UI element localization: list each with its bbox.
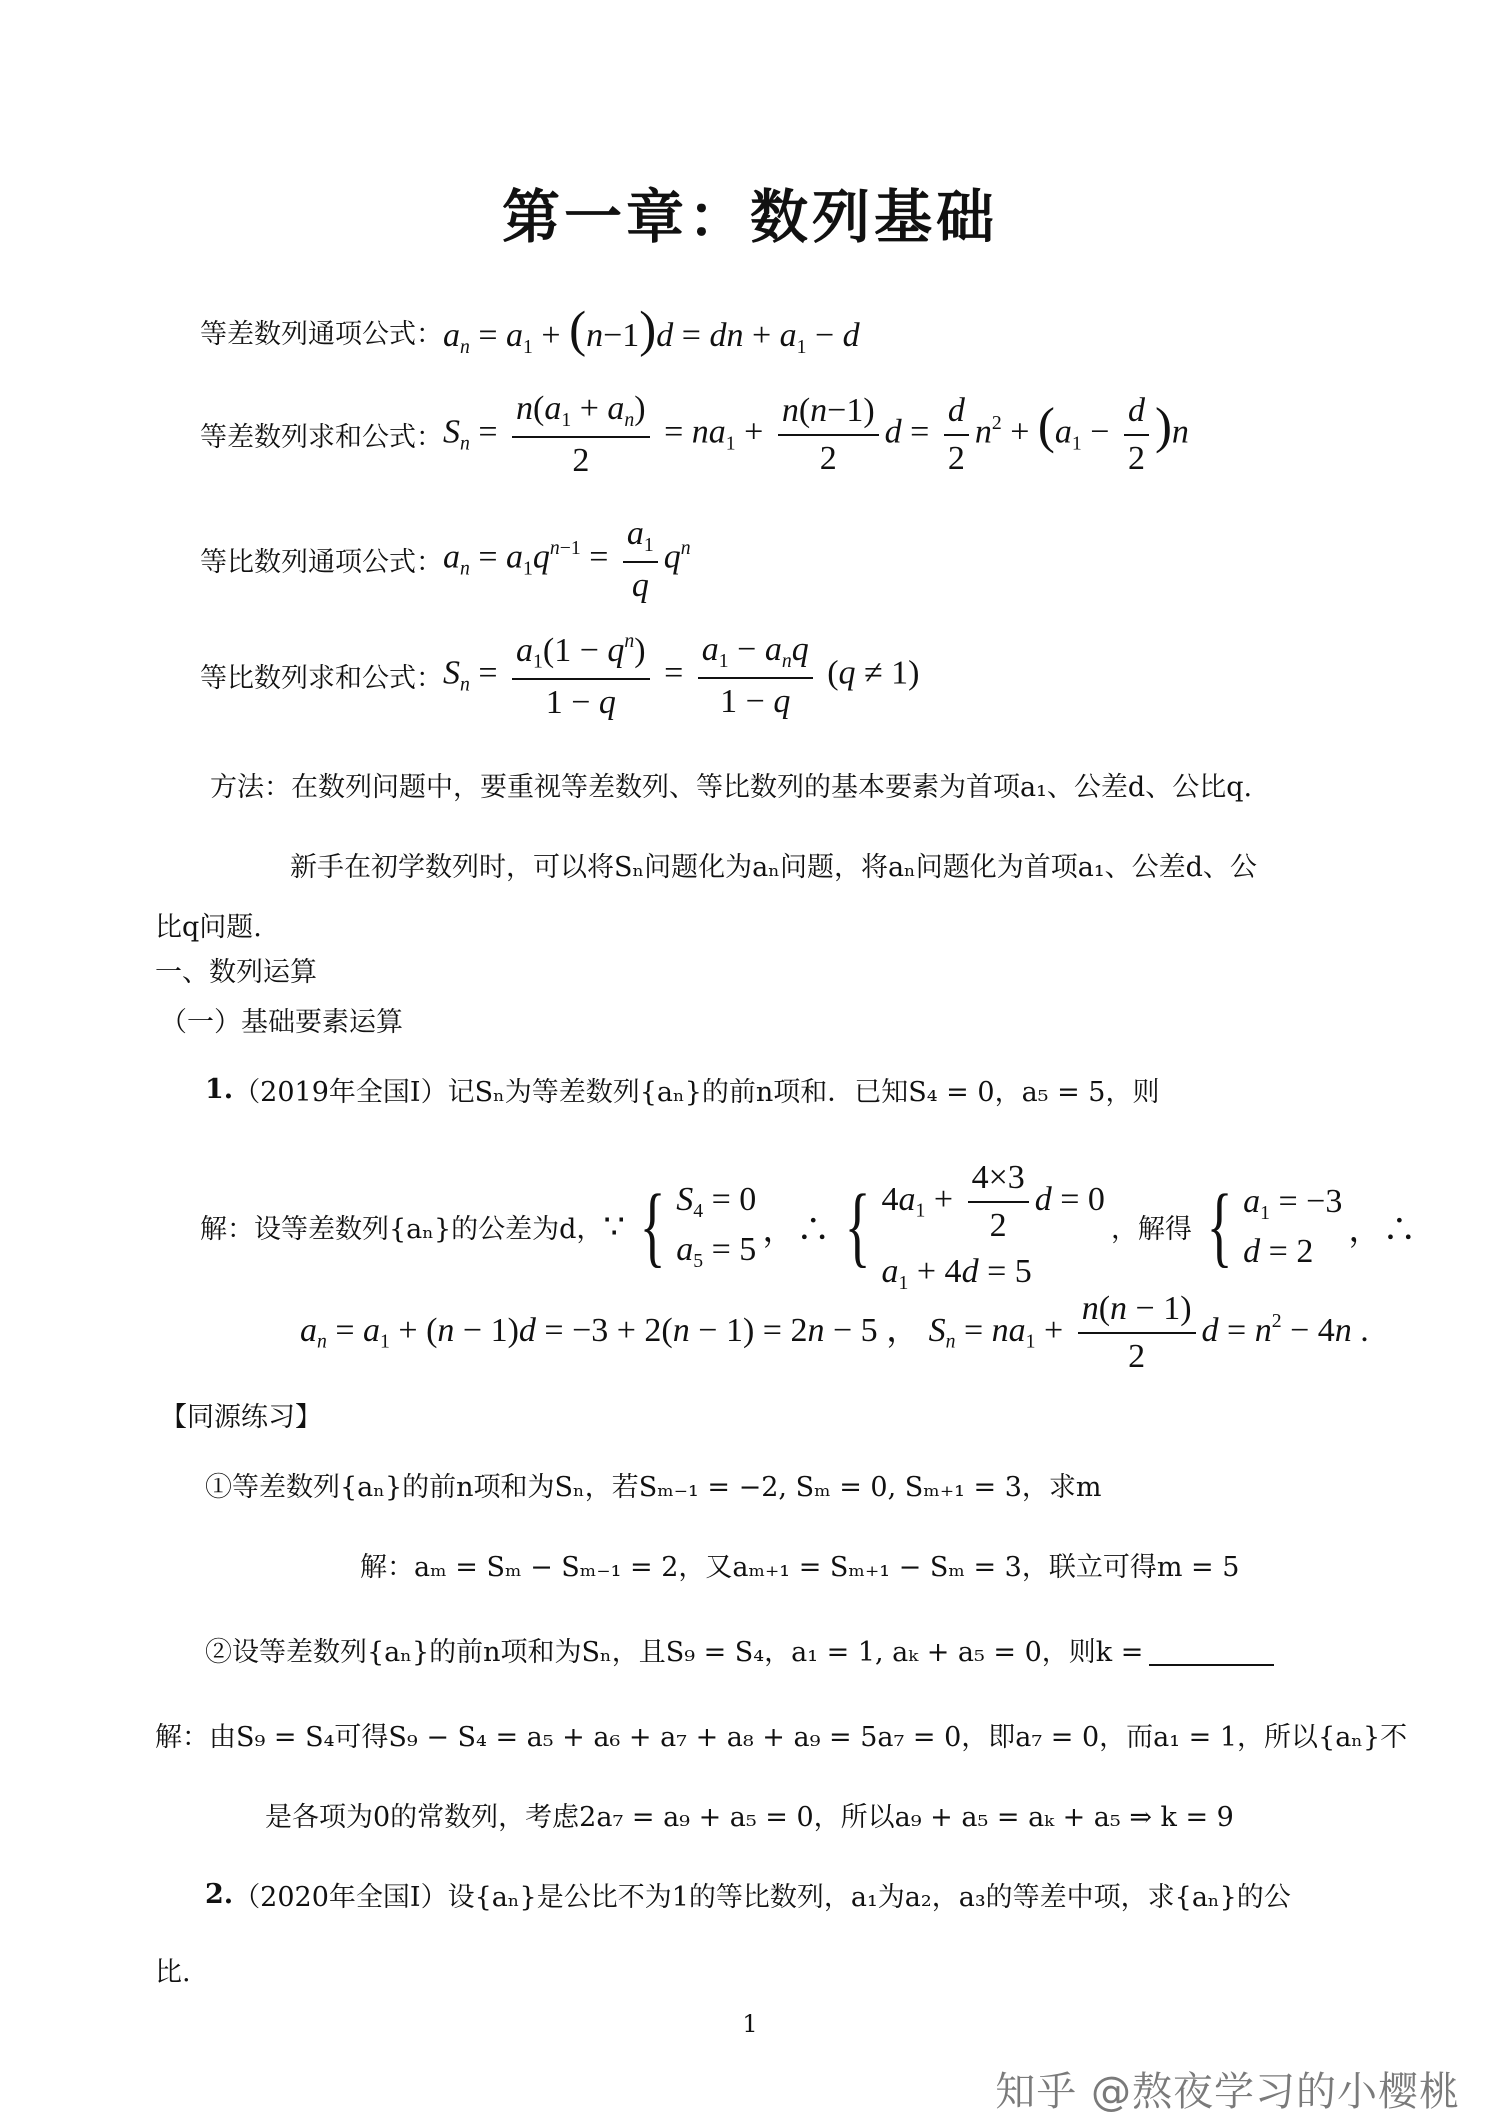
geo-general-formula bbox=[200, 515, 691, 605]
method-line-2: 新手在初学数列时，可以将Sₙ问题化为aₙ问题，将aₙ问题化为首项a₁、公差d、公 bbox=[290, 852, 1257, 883]
formula-label: 等比数列通项公式： bbox=[200, 547, 443, 579]
practice-1-solution: 解：aₘ = Sₘ − Sₘ₋₁ = 2，又aₘ₊₁ = Sₘ₊₁ − Sₘ = 3，联立可得m = 5 bbox=[360, 1552, 1240, 1583]
because-symbol: ∵ bbox=[603, 1208, 626, 1246]
formula-label: 等比数列求和公式： bbox=[200, 663, 443, 695]
problem-1-result bbox=[300, 1290, 1369, 1376]
chapter-title: 第一章：数列基础 bbox=[501, 183, 998, 251]
practice-2-solution-2: 是各项为0的常数列，考虑2a₇ = a₉ + a₅ = 0，所以a₉ + a₅ = aₖ + a₅ ⇒ k = 9 bbox=[265, 1802, 1234, 1833]
given-system: { $S_4 = 0$ $a_5 = 5$ bbox=[639, 1176, 757, 1276]
problem-number: 2. bbox=[205, 1879, 234, 1910]
problem-source: （2020年全国Ⅰ） bbox=[233, 1882, 448, 1913]
formula-math: $S_n$ = $\frac{a_1(1 - q^n)}{1 - q}$ = $\frac{a_1 - a_nq}{1 - q}$ (q ≠ 1) bbox=[443, 630, 920, 721]
solved-word: ，解得 bbox=[1110, 1214, 1192, 1246]
formula-label: 等差数列通项公式： bbox=[200, 319, 443, 351]
practice-2-solution-1: 解：由S₉ = S₄可得S₉ − S₄ = a₅ + a₆ + a₇ + a₈ + a₉ = 5a₇ = 0，即a₇ = 0，而a₁ = 1，所以{aₙ}不 bbox=[155, 1722, 1408, 1753]
therefore-symbol-2: ，∴ bbox=[1348, 1212, 1417, 1250]
result-math: $a_n = a_1 + (n - 1)d = -3 + 2(n - 1) = 2n - 5$ ， $S_n = na_1$ + $\frac{n(n - 1)}{2}$ $d = n^2 - 4n$ . bbox=[300, 1290, 1369, 1375]
therefore-symbol: ，∴ bbox=[762, 1212, 831, 1250]
page-number: 1 bbox=[742, 2010, 758, 2038]
problem-2-cont: 比. bbox=[155, 1957, 191, 1988]
arith-sum-formula bbox=[200, 390, 1189, 480]
problem-source: （2019年全国Ⅰ） bbox=[233, 1077, 448, 1108]
subsection-heading: （一）基础要素运算 bbox=[160, 1007, 403, 1038]
method-line-1: 方法：在数列问题中，要重视等差数列、等比数列的基本要素为首项a₁、公差d、公比q. bbox=[210, 772, 1253, 803]
solution-system: { $a_1 = -3$ d = 2 bbox=[1206, 1176, 1343, 1276]
problem-number: 1. bbox=[205, 1074, 234, 1105]
practice-1-question: ①等差数列{aₙ}的前n项和为Sₙ，若Sₘ₋₁ = −2, Sₘ = 0, Sₘ₊₁ = 3，求m bbox=[205, 1472, 1102, 1503]
formula-math: $a_n = a_1 + (n-1)d$ = dn + $a_1 - d$ bbox=[443, 302, 860, 358]
problem-1 bbox=[205, 1070, 1159, 1109]
problem-text: 设{aₙ}是公比不为1的等比数列，a₁为a₂，a₃的等差中项，求{aₙ}的公 bbox=[447, 1882, 1291, 1913]
practice-heading: 【同源练习】 bbox=[160, 1402, 322, 1433]
problem-1-solution bbox=[200, 1155, 1416, 1299]
geo-sum-formula bbox=[200, 630, 920, 722]
formula-label: 等差数列求和公式： bbox=[200, 422, 443, 454]
formula-math: $a_n = a_1q^{n-1}$ = $\frac{a_1}{q}$ $q^n$ bbox=[443, 515, 691, 604]
practice-2-question bbox=[205, 1630, 1274, 1669]
section-heading: 一、数列运算 bbox=[155, 957, 317, 988]
question-text: ②设等差数列{aₙ}的前n项和为Sₙ，且S₉ = S₄，a₁ = 1, aₖ + a₅ = 0，则k = bbox=[205, 1637, 1144, 1668]
formula-math: $S_n$ = $\frac{n(a_1 + a_n)}{2}$ = $na_1$ + $\frac{n(n-1)}{2}$ d = $\frac{d}{2}$ $n^2 + (a_1$ − $\frac{d}{2}$ )n bbox=[443, 390, 1189, 479]
equation-system: { $4a_1$ + $\frac{4\times 3}{2}$ d = 0 $a_1 + 4d = 5$ bbox=[844, 1159, 1105, 1294]
arith-general-formula bbox=[200, 302, 860, 359]
watermark: 知乎 @熬夜学习的小樱桃 bbox=[995, 2069, 1460, 2115]
problem-2 bbox=[205, 1875, 1291, 1914]
solution-intro: 解：设等差数列{aₙ}的公差为d， bbox=[200, 1214, 604, 1246]
answer-blank bbox=[1149, 1634, 1274, 1666]
problem-text: 记Sₙ为等差数列{aₙ}的前n项和．已知S₄ = 0，a₅ = 5，则 bbox=[447, 1077, 1160, 1108]
method-line-3: 比q问题. bbox=[155, 912, 262, 943]
